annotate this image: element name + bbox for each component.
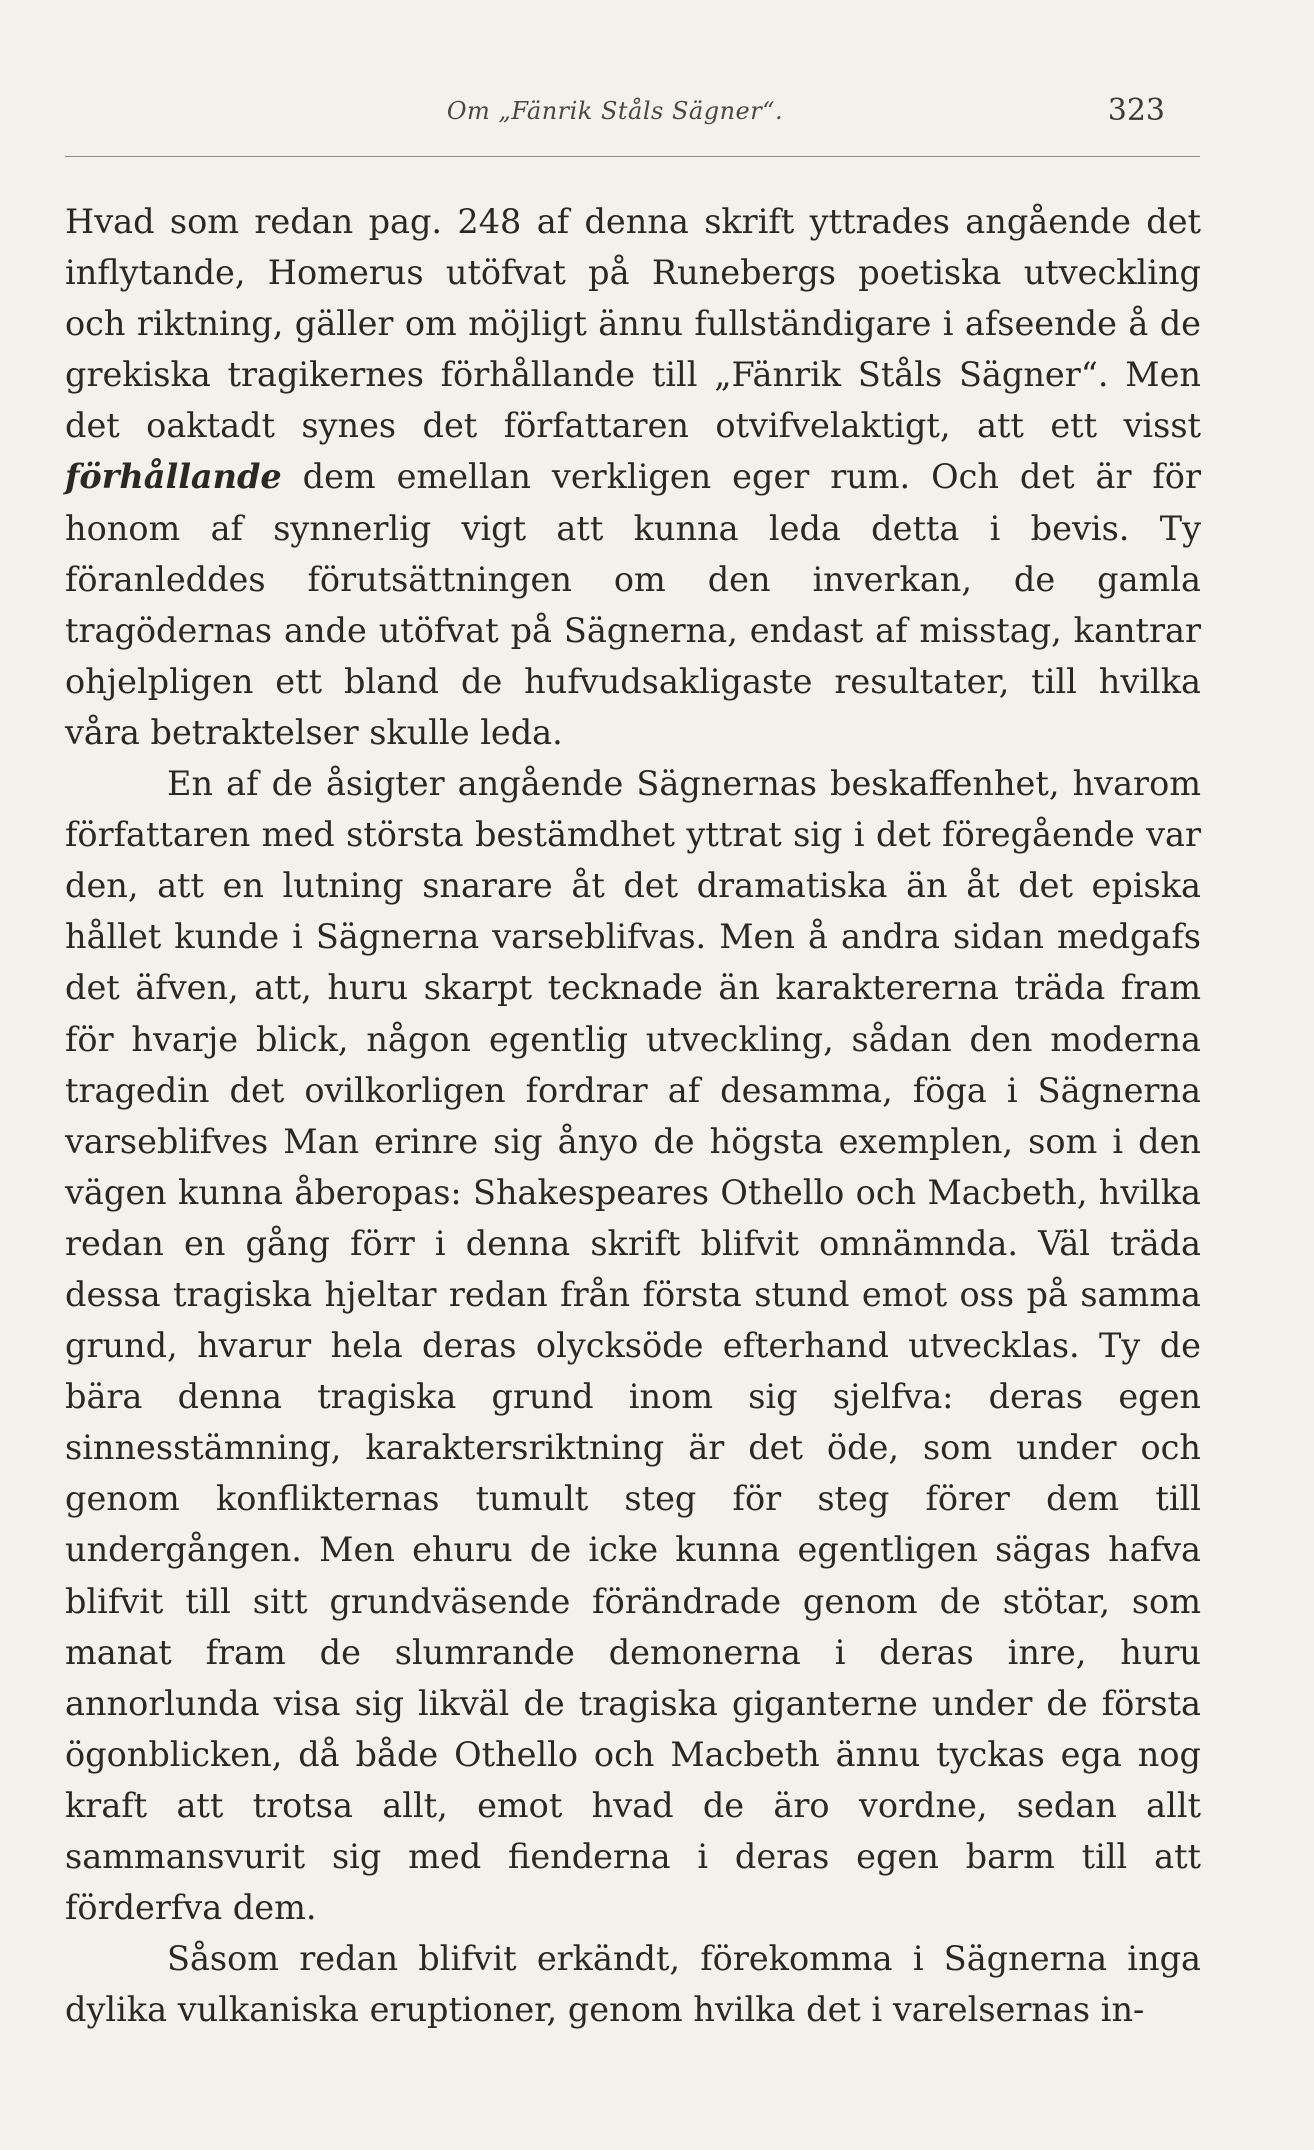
running-title: Om „Fänrik Ståls Sägner“. (446, 97, 784, 125)
page-number: 323 (1107, 93, 1165, 128)
running-head (65, 93, 1165, 133)
paragraph-2 (65, 758, 1201, 1933)
paragraph-2-text: En af de åsigter angående Sägnernas beskaffenhet, hvarom författaren med största bestämdhet yttrat sig i det föregående var den, att en lutning snarare åt det dramatiska än åt det episka hållet kunde i Sägnerna varseblifvas. Men å andra sidan medgafs det äfven, att, huru skarpt tecknade än karaktererna träda fram för hvarje blick, någon egentlig utveckling, sådan den moderna tragedin det ovilkorligen fordrar af desamma, föga i Sägnerna varseblifves Man erinre sig ånyo de högsta exemplen, som i den vägen kunna åberopas: Shakespeares Othello och Macbeth, hvilka redan en gång förr i denna skrift blifvit omnämnda. Väl träda dessa tragiska hjeltar redan från första stund emot oss på samma grund, hvarur hela deras olycksöde efterhand utvecklas. Ty de bära denna tragiska grund inom sig sjelfva: deras egen sinnesstämning, karaktersriktning är det öde, som under och genom konflikternas tumult steg för steg förer dem till undergången. Men ehuru de icke kunna egentligen sägas hafva blifvit till sitt grundväsende förändrade genom de stötar, som manat fram de slumrande demonerna i deras inre, huru annorlunda visa sig likväl de tragiska giganterne under de första ögonblicken, då både Othello och Macbeth ännu tyckas ega nog kraft att trotsa allt, emot hvad de äro vordne, sedan allt sammansvurit sig med fienderna i deras egen barm till att förderfva dem. (65, 764, 1201, 1928)
paragraph-3 (65, 1933, 1201, 2035)
paragraph-1-text-a: Hvad som redan pag. 248 af denna skrift yttrades angående det inflytande, Homerus utöfvat på Runebergs poetiska utveckling och riktning, gäller om möjligt ännu fullständigare i afseende å de grekiska tragikernes förhållande till „Fänrik Ståls Sägner“. Men det oaktadt synes det författaren otvifvelaktigt, att ett visst (65, 202, 1201, 446)
body-text (65, 196, 1201, 2035)
paragraph-3-text: Såsom redan blifvit erkändt, förekomma i Sägnerna inga dylika vulkaniska eruptioner, genom hvilka det i varelsernas in- (65, 1939, 1201, 2030)
emphasis-forhallande: förhållande (65, 457, 282, 497)
paragraph-1-text-b: dem emellan verkligen eger rum. Och det är för honom af synnerlig vigt att kunna leda detta i bevis. Ty föranleddes förutsättningen om den inverkan, de gamla tragödernas ande utöfvat på Sägnerna, endast af misstag, kantrar ohjelpligen ett bland de hufvudsakligaste resultater, till hvilka våra betraktelser skulle leda. (65, 457, 1201, 752)
paragraph-1 (65, 196, 1201, 758)
header-rule (65, 156, 1200, 157)
